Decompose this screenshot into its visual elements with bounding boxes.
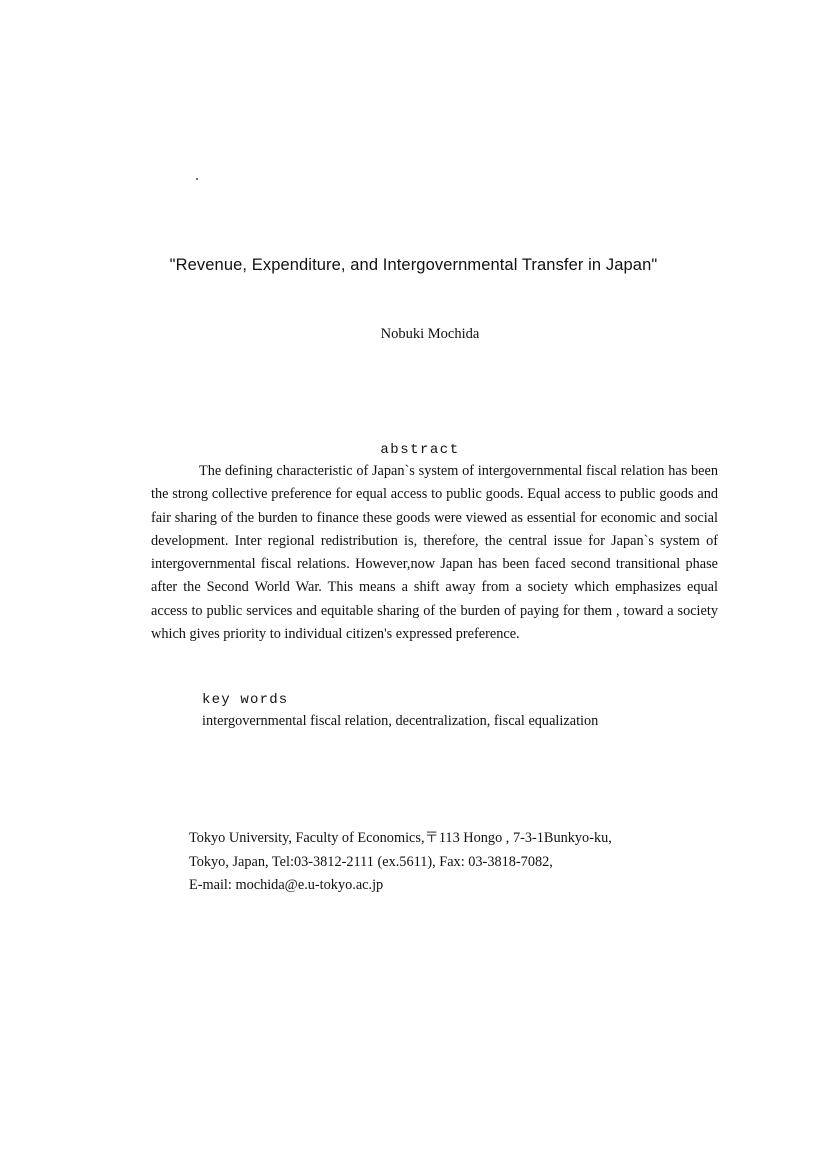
author-affiliation [189,827,709,898]
paper-title: "Revenue, Expenditure, and Intergovernmental Transfer in Japan" [169,256,658,274]
affiliation-line: Tokyo, Japan, Tel:03-3812-2111 (ex.5611), Fax: 03-3818-7082, [189,853,553,870]
abstract-heading: abstract [380,442,460,458]
scan-speck [196,178,198,180]
abstract-body: The defining characteristic of Japan`s system of intergovernmental fiscal relation has been the strong collective preference for equal access to public goods. Equal access to public goods and fair sharing of the burden to finance these goods were viewed as essential for economic and social development. Inter regional redistribution is, therefore, the central issue for Japan`s system of intergovernmental fiscal relations. However,now Japan has been faced second transitional phase after the Second World War. This means a shift away from a society which emphasizes equal access to public services and equitable sharing of the burden of paying for them , toward a society which gives priority to individual citizen's expressed preference. [151,463,718,643]
affiliation-email-line: E-mail: mochida@e.u-tokyo.ac.jp [189,877,384,893]
keywords-heading: key words [202,692,289,708]
affiliation-line: Tokyo University, Faculty of Economics,〒113 Hongo , 7-3-1Bunkyo-ku, [189,830,612,846]
author-name: Nobuki Mochida [380,326,480,342]
keywords-list: intergovernmental fiscal relation, decentralization, fiscal equalization [202,713,599,729]
